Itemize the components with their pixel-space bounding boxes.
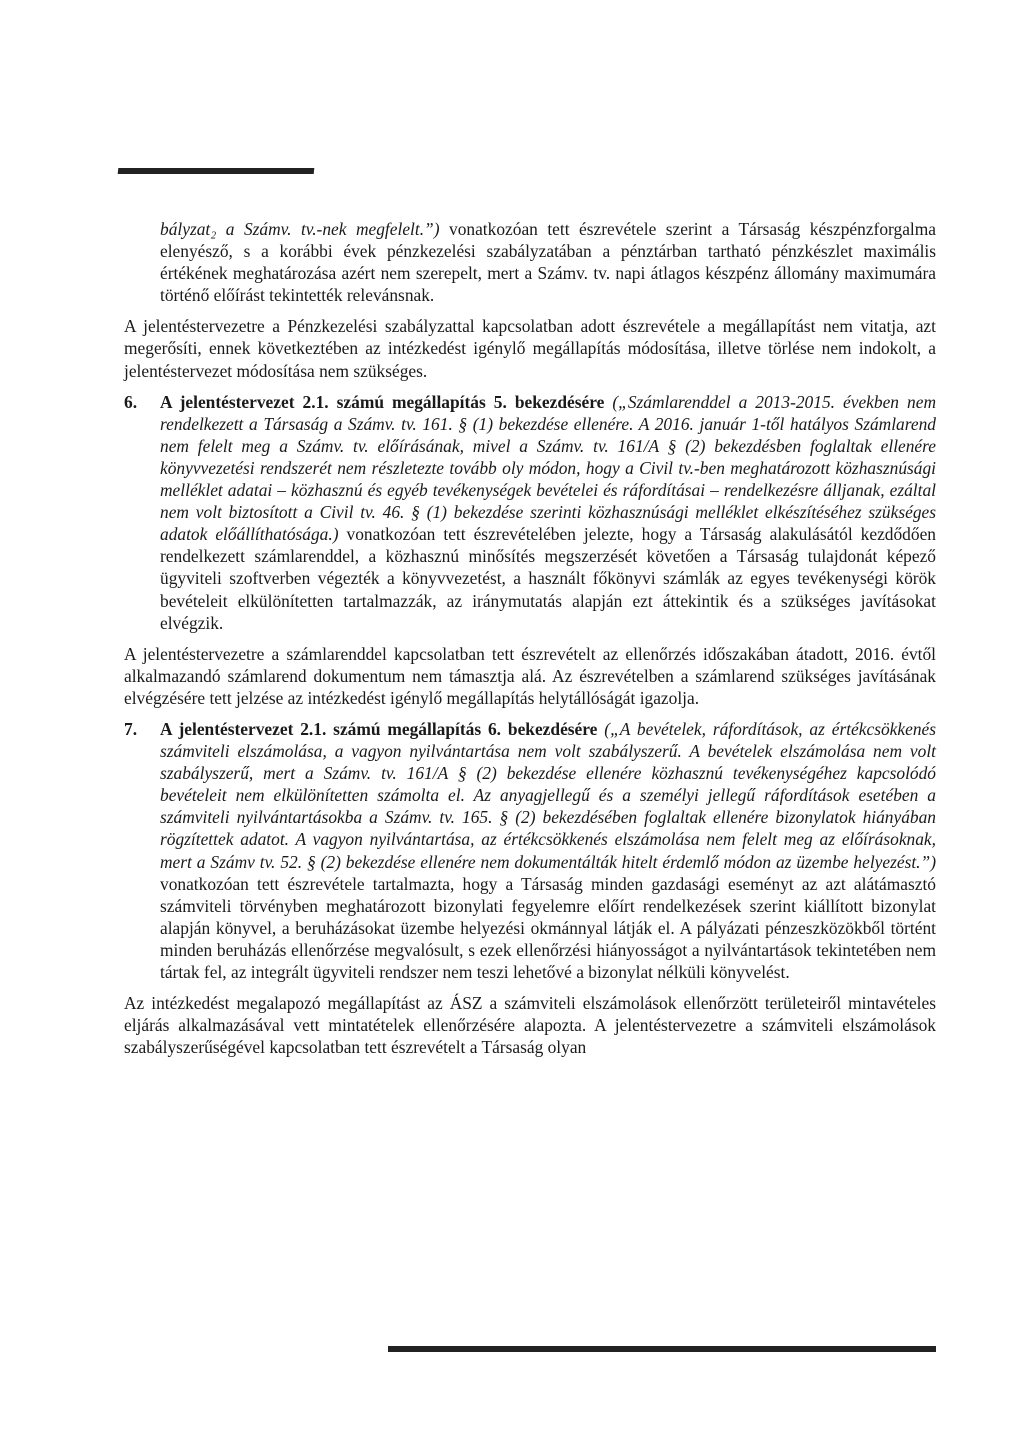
item-number: 6. (124, 391, 138, 412)
paragraph-assessment-2 (124, 643, 936, 709)
top-rule (118, 168, 315, 174)
paragraph-text: Az intézkedést megalapozó megállapítást az ÁSZ a számviteli elszámolások ellenőrzött területeiről mintavételes eljárás alkalmazásával vett mintatételek ellenőrzésére alapozta. A jelentéstervezetre a számviteli elszámolások szabályszerűségével kapcsolatban tett észrevételt a Társaság olyan (124, 993, 936, 1058)
quote-italic: („Számlarenddel a 2013-2015. években nem rendelkezett a Társaság a Számv. tv. 161. § (1) bekezdése ellenére. A 2016. január 1-től hatályos Számlarend nem felelt meg a Számv. tv. előírásának, mivel a Számv. tv. 161/A § (2) bekezdésben foglaltak ellenére könyvvezetési rendszerét nem részletezte tovább oly módon, hogy a Civil tv.-ben meghatározott közhasznúsági melléklet adatai – közhasznú és egyéb tevékenységek bevételei és ráfordításai – rendelkezésre álljanak, ezáltal nem volt biztosított a Civil tv. 46. § (1) bekezdése szerinti közhasznúsági melléklet elkészítéséhez szükséges adatok előállíthatósága.) (160, 391, 937, 545)
paragraph-assessment-3 (124, 992, 936, 1058)
paragraph-continuation (124, 218, 936, 306)
item-text: vonatkozóan tett észrevételében jelezte, hogy a Társaság alakulásától kezdődően rendelkezett számlarenddel, a közhasznú minősítés megszerzését követően a Társaság tulajdonát képező ügyviteli szoftverben végezték a könyvvezetést, a használt főkönyvi számlák az egyes tevékenységi körök bevételeit elkülönítetten tartalmazzák, az iránymutatás alapján ezt áttekintik és a szükséges javításokat elvégzik. (160, 524, 936, 633)
document-body (124, 218, 936, 1067)
item-heading: A jelentéstervezet 2.1. számú megállapítás 5. bekezdésére (160, 391, 605, 412)
item-text: vonatkozóan tett észrevétele tartalmazta, hogy a Társaság minden gazdasági eseményt az azt alátámasztó számviteli törvényben meghatározott bizonylati fegyelemre előírt rendelkezések szerint kiállított bizonylat alapján könyvel, a beruházásokat üzembe helyezési okmánnyal látják el. A pályázati pénzeszközökből történt minden beruházás ellenőrzése megvalósult, s ezek ellenőrzési hiányosságot a nyilvántartások tekintetében nem tártak fel, az integrált ügyviteli rendszer nem teszi lehetővé a bizonylat nélküli könyvelést. (160, 873, 936, 982)
bottom-rule (388, 1346, 936, 1352)
paragraph-text: A jelentéstervezetre a számlarenddel kapcsolatban tett észrevételt az ellenőrzés időszakában átadott, 2016. évtől alkalmazandó számlarend dokumentum nem támasztja alá. Az észrevételben a számlarend szükséges javításának elvégzésére tett jelzése az intézkedést igénylő megállapítás helytállóságát igazolja. (124, 643, 936, 708)
numbered-item-7 (124, 718, 936, 983)
paragraph-assessment-1 (124, 315, 936, 381)
paragraph-text: vonatkozóan tett észrevétele szerint a Társaság készpénzforgalma elenyésző, s a korábbi évek pénzkezelési szabályzatában a pénztárban tartható pénzkészlet maximális értékének meghatározása azért nem szerepelt, mert a Számv. tv. napi átlagos készpénz állomány maximumára történő előírást tekintették relevánsnak. (160, 219, 936, 306)
item-number: 7. (124, 718, 138, 739)
paragraph-text: A jelentéstervezetre a Pénzkezelési szabályzattal kapcsolatban adott észrevétele a megállapítást nem vitatja, azt megerősíti, ennek következtében az intézkedést igénylő megállapítás módosítása, illetve törlése nem indokolt, a jelentéstervezet módosítása nem szükséges. (124, 316, 936, 381)
item-heading: A jelentéstervezet 2.1. számú megállapítás 6. bekezdésére (160, 718, 598, 739)
quote-italic: („A bevételek, ráfordítások, az értékcsökkenés számviteli elszámolása, a vagyon nyilvántartása nem volt szabályszerű. A bevételek elszámolása nem volt szabályszerű, mert a Számv. tv. 161/A § (2) bekezdése ellenére közhasznú tevékenységéhez kapcsolódó bevételeit nem elkülönítetten számolta el. Az anyagjellegű és a személyi jellegű ráfordítások esetében a számviteli nyilvántartásokba a Számv. tv. 165. § (2) bekezdésében foglaltak ellenére bizonylatok hiányában rögzítettek adatot. A vagyon nyilvántartása, az értékcsökkenés elszámolása nem felelt meg az előírásoknak, mert a Számv tv. 52. § (2) bekezdése ellenére nem dokumentálták hitelt érdemlő módon az üzembe helyezést.”) (160, 718, 936, 872)
quote-italic: bályzat₂ a Számv. tv.-nek megfelelt.”) (160, 219, 440, 239)
numbered-item-6 (124, 391, 936, 634)
